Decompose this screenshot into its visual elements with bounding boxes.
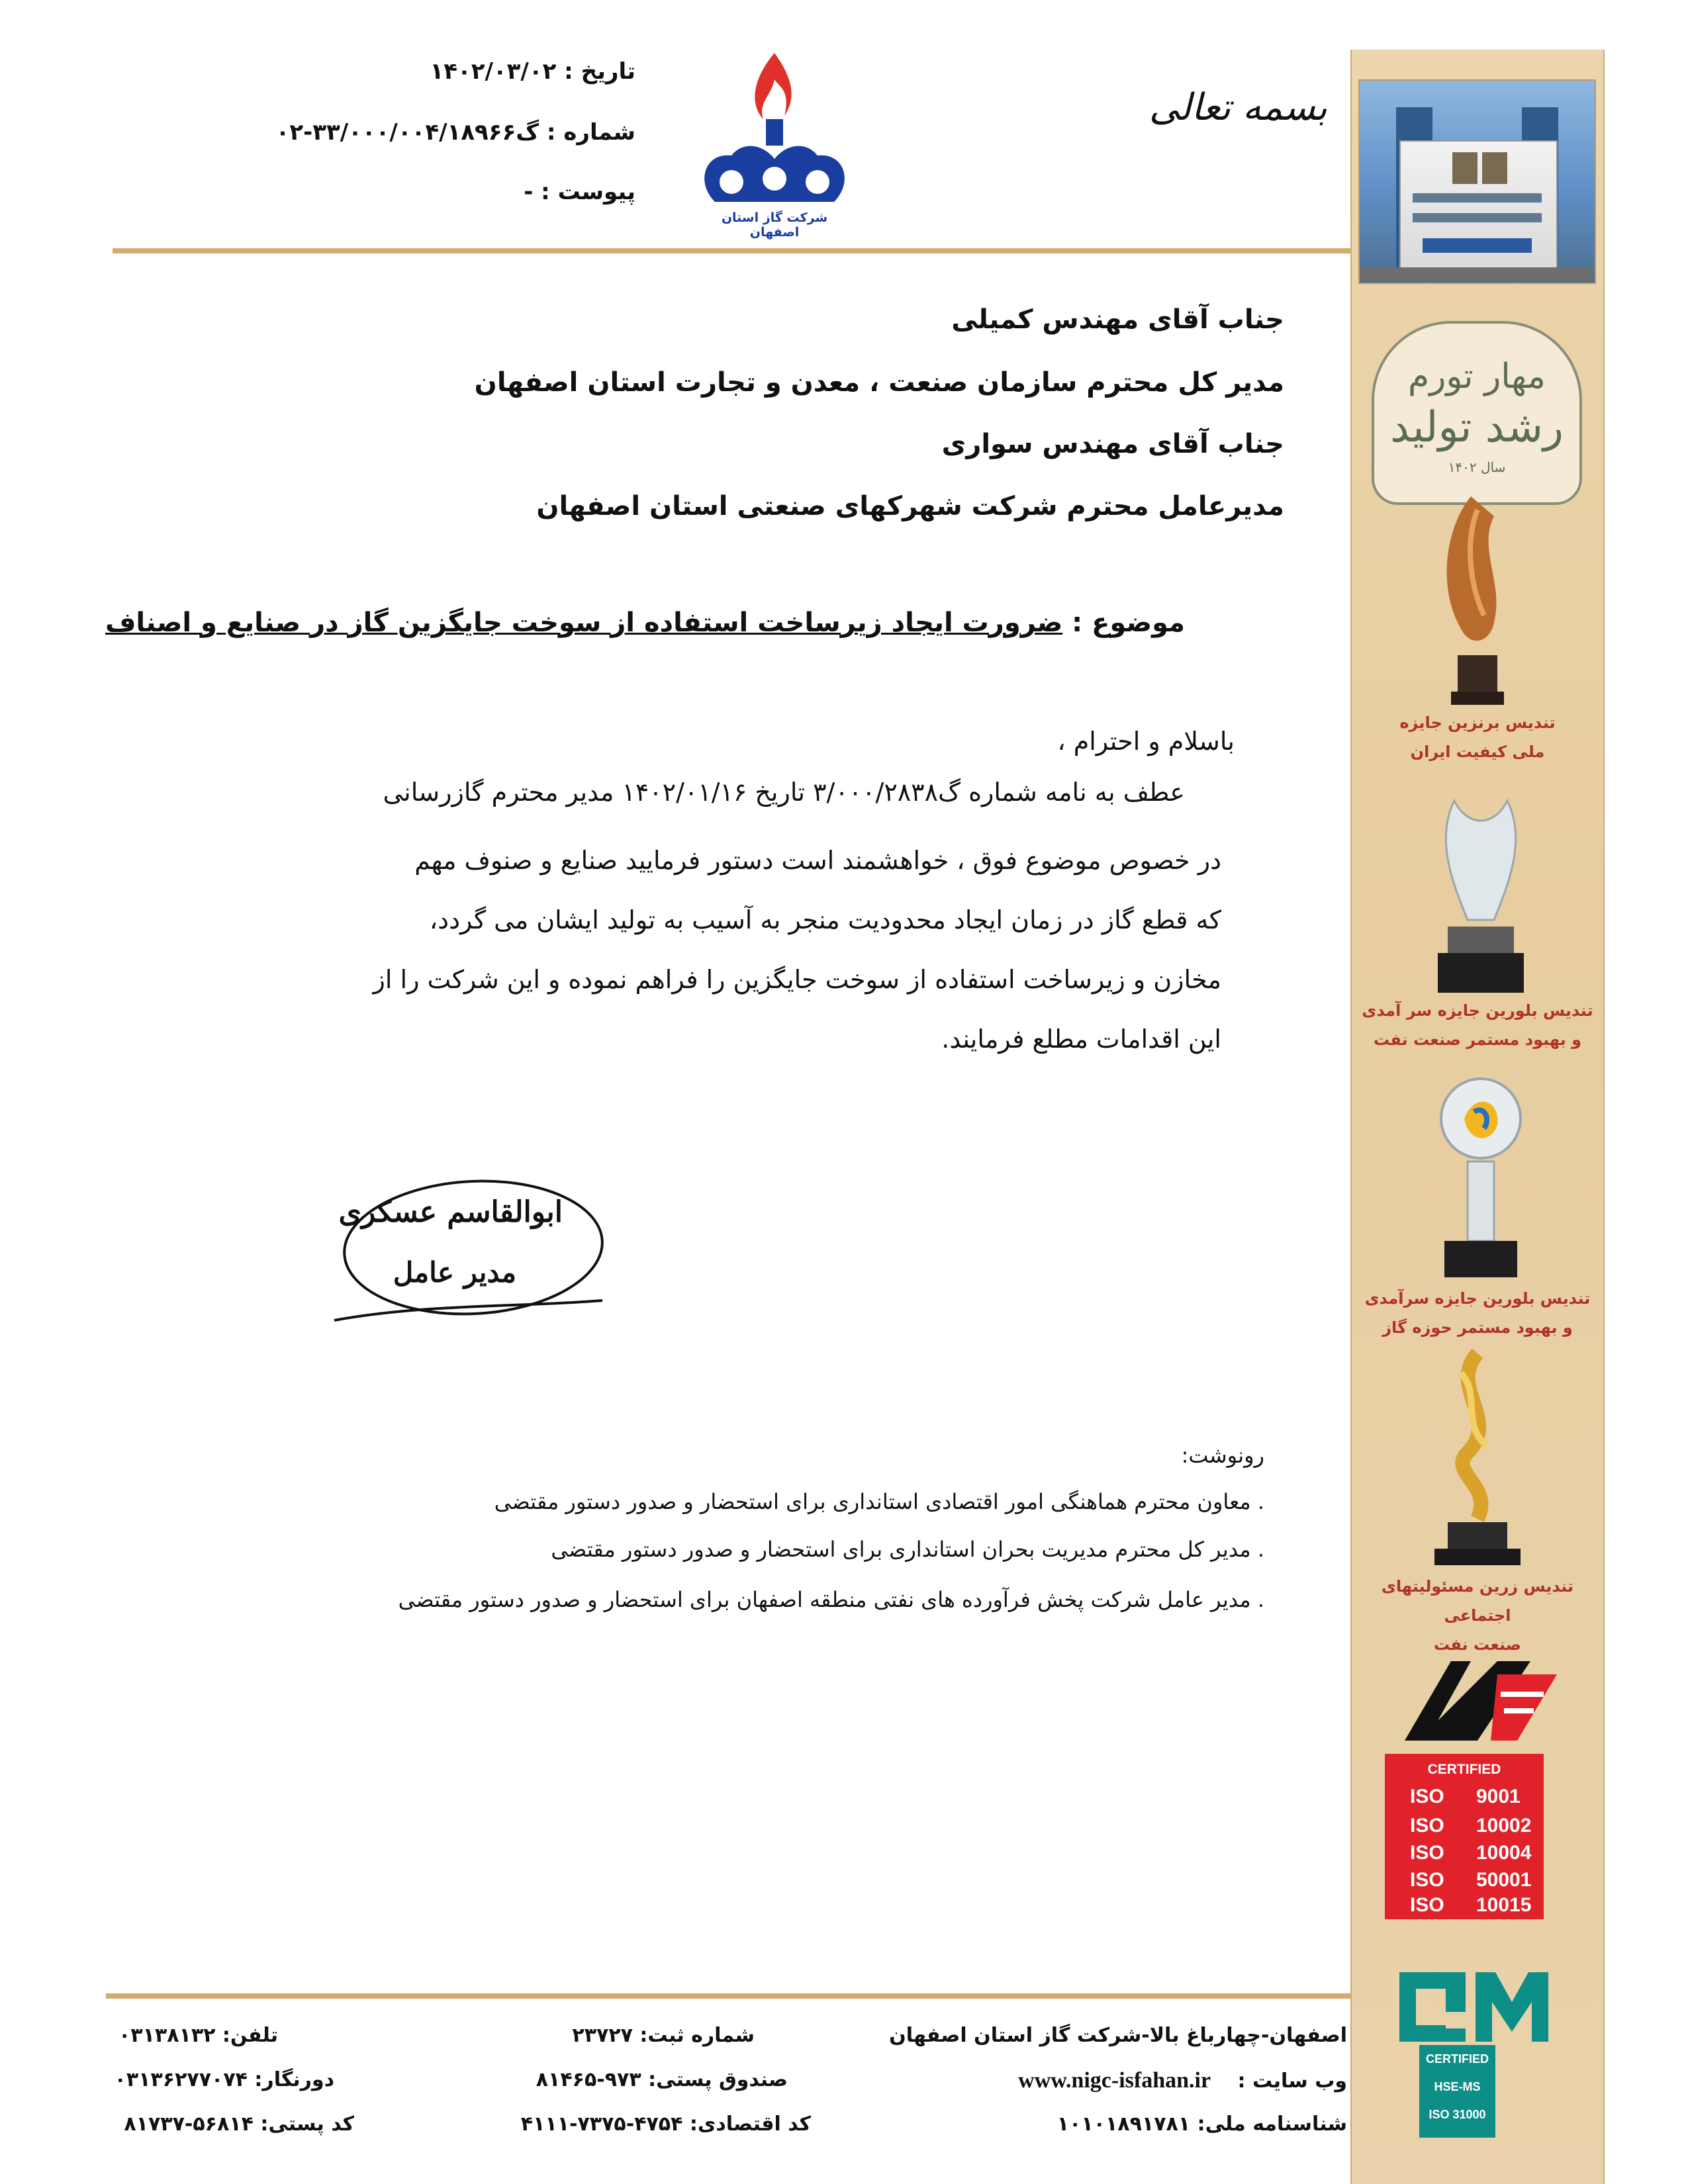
body-line: که قطع گاز در زمان ایجاد محدودیت منجر به آسیب به تولید ایشان می گردد، [429,905,1221,934]
footer-divider [106,1993,1350,1999]
trophy-label: تندیس برنزین جایزه ملی کیفیت ایران [1399,713,1556,761]
addressee-line: جناب آقای مهندس سواری [941,429,1284,459]
body-line: عطف به نامه شماره گ۳/۰۰۰/۲۸۳۸ تاریخ ۱۴۰۲/۰۱/۱۶ مدیر محترم گازرسانی [383,778,1185,807]
bismillah-heading: بسمه تعالی [1149,86,1327,129]
building-base [1360,267,1592,281]
iso-code: 10004 [1476,1842,1532,1864]
iso-code: 10015 [1476,1894,1532,1916]
body-line: مخازن و زیرساخت استفاده از سوخت جایگزین را فراهم نموده و این شرکت را از [373,965,1221,994]
greeting: باسلام و احترام ، [1057,727,1235,756]
letter-subject [105,608,1185,638]
signatory-name: ابوالقاسم عسکری [338,1195,563,1229]
qm-logo-icon [1393,1966,1552,2045]
iso-code: 10002 [1476,1815,1532,1837]
logo-caption: شرکت گاز استان اصفهان [721,210,828,240]
iso-prefix: ISO [1410,1869,1444,1891]
headquarters-building-image [1358,79,1596,284]
footer-phone: تلفن: ۰۳۱۳۸۱۳۲ [118,2024,278,2047]
iso-certification-badge [1385,1754,1544,1919]
subject-label: موضوع : [1072,608,1185,638]
iso-code: 50001 [1476,1869,1532,1891]
bronze-trophy-icon [1431,490,1517,708]
crystal-orb-trophy-icon [1428,1072,1534,1291]
signatory-title: مدیر عامل [393,1256,516,1289]
footer-website-label: وب سایت : [1237,2070,1347,2093]
trophy-label: تندیس زرین مسئولیتهای اجتماعی صنعت نفت [1381,1577,1574,1654]
addressee-line: مدیرعامل محترم شرکت شهرکهای صنعتی استان اصفهان [536,491,1284,522]
footer-postal-code: کد پستی: ۵۶۸۱۴-۸۱۷۳۷ [124,2113,354,2136]
gas-company-logo-icon [692,50,857,212]
iso-standard-row [1410,1894,1532,1917]
iso-prefix: ISO [1410,1894,1444,1916]
iso-standard-row [1410,1786,1521,1808]
subject-text: ضرورت ایجاد زیرساخت استفاده از سوخت جایگزین گاز در صنایع و اصناف [105,608,1063,638]
window-row [1413,193,1542,203]
cc-title: رونوشت: [1181,1443,1264,1468]
footer-national-id: شناسنامه ملی: ۱۰۱۰۱۸۹۱۷۸۱ [1056,2113,1347,2136]
footer-website-line [1018,2068,1347,2093]
footer-economic-code: کد اقتصادی: ۴۷۵۴-۷۳۷۵-۴۱۱۱ [520,2113,811,2136]
hse-certification-badge [1419,2045,1495,2138]
window-row [1413,213,1542,222]
trophy-label: تندیس بلورین جایزه سرآمدی و بهبود مستمر حوزه گاز [1364,1289,1591,1337]
cc-item: . معاون محترم هماهنگی امور اقتصادی استانداری برای استحضار و صدور دستور مقتضی [494,1489,1264,1514]
letter-attachment: پیوست : - [524,179,635,205]
addressee-line: مدیر کل محترم سازمان صنعت ، معدن و تجارت استان اصفهان [474,367,1284,398]
portrait-image [1482,152,1507,184]
gold-trophy-icon [1421,1347,1534,1572]
qm-iso-label: ISO 31000 [1429,2108,1486,2121]
emblem-line-2: رشد تولید [1390,403,1564,452]
footer-website-link[interactable]: www.nigc-isfahan.ir [1018,2068,1211,2093]
footer-po-box: صندوق پستی: ۹۷۳-۸۱۴۶۵ [536,2068,788,2091]
iso-prefix: ISO [1410,1786,1444,1807]
iso-code: 9001 [1476,1786,1521,1807]
footer-address: اصفهان-چهارباغ بالا-شرکت گاز استان اصفهان [889,2024,1347,2047]
iso-certified-label: CERTIFIED [1427,1762,1501,1777]
qm-certified-label: CERTIFIED [1425,2052,1489,2066]
iso-standard-row [1410,1815,1532,1837]
letter-date: تاریخ : ۱۴۰۲/۰۳/۰۲ [430,58,635,85]
letter-number: شماره : گ۳۳/۰۰۰/۰۰۴/۱۸۹۶۶-۰۲ [275,119,635,146]
emblem-year: سال ۱۴۰۲ [1448,459,1506,475]
iso-prefix: ISO [1410,1842,1444,1864]
right-sidebar [1350,50,1605,2184]
header-divider [113,248,1350,253]
portrait-image [1452,152,1477,184]
iso-prefix: ISO [1410,1815,1444,1837]
trophy-label: تندیس بلورین جایزه سر آمدی و بهبود مستمر صنعت نفت [1362,1001,1593,1049]
addressee-line: جناب آقای مهندس کمیلی [951,304,1284,335]
body-line: این اقدامات مطلع فرمایند. [941,1024,1221,1054]
cc-item: . مدیر عامل شرکت پخش فرآورده های نفتی منطقه اصفهان برای استحضار و صدور دستور مقتضی [398,1587,1264,1612]
company-mark-icon [1398,1648,1564,1747]
building-facade [1399,140,1558,279]
iso-standard-row [1410,1869,1532,1891]
year-slogan-emblem [1372,321,1582,505]
crystal-trophy-icon [1428,788,1534,1006]
emblem-line-1: مهار تورم [1408,357,1546,396]
qm-standard-label: HSE-MS [1434,2080,1481,2093]
footer-fax: دورنگار: ۰۳۱۳۶۲۷۷۰۷۴ [114,2068,334,2091]
cc-item: . مدیر کل محترم مدیریت بحران استانداری برای استحضار و صدور دستور مقتضی [551,1537,1264,1562]
footer-registration-number: شماره ثبت: ۲۳۷۲۷ [572,2024,755,2047]
iso-standard-row [1410,1842,1532,1864]
building-sign [1423,238,1532,253]
body-line: در خصوص موضوع فوق ، خواهشمند است دستور فرمایید صنایع و صنوف مهم [414,846,1221,875]
